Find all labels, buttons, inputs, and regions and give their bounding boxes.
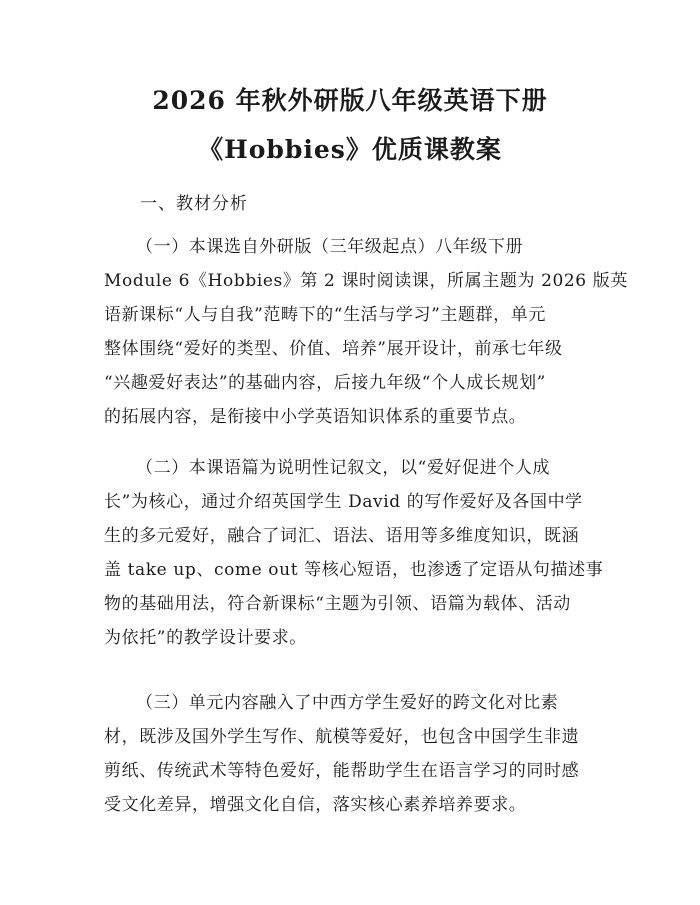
paragraph-line: 语新课标“人与自我”范畴下的“生活与学习”主题群，单元 (104, 305, 546, 325)
paragraph-line: 整体围绕“爱好的类型、价值、培养”展开设计，前承七年级 (104, 339, 563, 359)
document-title-line-2: 《Hobbies》优质课教案 (198, 135, 502, 164)
paragraph-line: 的拓展内容，是衔接中小学英语知识体系的重要节点。 (104, 407, 527, 427)
paragraph-line: 材，既涉及国外学生写作、航模等爱好，也包含中国学生非遗 (104, 727, 580, 747)
paragraph-line: 物的基础用法，符合新课标“主题为引领、语篇为载体、活动 (104, 594, 571, 614)
paragraph-line: “兴趣爱好表达”的基础内容，后接九年级“个人成长规划” (104, 373, 546, 393)
paragraph-line: 生的多元爱好，融合了词汇、语法、语用等多维度知识，既涵 (104, 526, 580, 546)
paragraph-3 (104, 686, 604, 822)
section-heading: 一、教材分析 (140, 194, 248, 214)
paragraph-line: （三）单元内容融入了中西方学生爱好的跨文化对比素 (136, 693, 559, 713)
paragraph-2 (104, 451, 604, 655)
paragraph-line: （一）本课选自外研版（三年级起点）八年级下册 (136, 237, 524, 257)
paragraph-line: 盖 take up、come out 等核心短语，也渗透了定语从句描述事 (104, 560, 604, 580)
paragraph-line: 受文化差异，增强文化自信，落实核心素养培养要求。 (104, 795, 527, 815)
paragraph-1 (104, 230, 628, 434)
document-title-line-1: 2026 年秋外研版八年级英语下册 (152, 86, 548, 115)
paragraph-line: 为依托”的教学设计要求。 (104, 628, 307, 648)
paragraph-line: Module 6《Hobbies》第 2 课时阅读课，所属主题为 2026 版英 (104, 271, 628, 291)
paragraph-line: 长”为核心，通过介绍英国学生 David 的写作爱好及各国中学 (104, 492, 583, 512)
paragraph-line: （二）本课语篇为说明性记叙文，以“爱好促进个人成 (136, 458, 551, 478)
paragraph-line: 剪纸、传统武术等特色爱好，能帮助学生在语言学习的同时感 (104, 761, 580, 781)
